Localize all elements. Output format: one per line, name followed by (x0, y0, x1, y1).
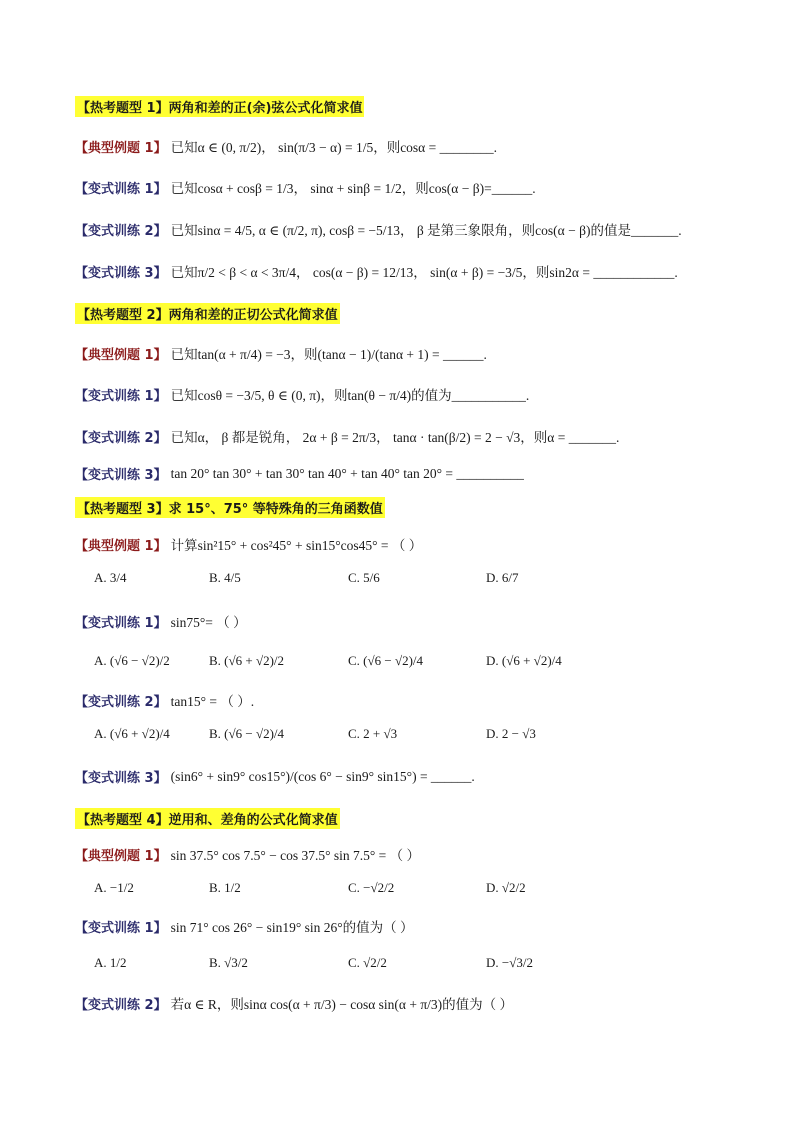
option-a: A. 3/4 (94, 570, 127, 585)
section-1-item-3: 【变式训练 2】 已知sinα = 4/5, α ∈ (π/2, π), cosβ = −5/13， β 是第三象限角，则cos(α − β)的值是_______. (75, 223, 682, 239)
option-d: D. −√3/2 (486, 955, 533, 970)
option-a: A. (√6 − √2)/2 (94, 653, 170, 668)
option-b: B. (√6 + √2)/2 (209, 653, 285, 668)
option-d: D. (√6 + √2)/4 (486, 653, 562, 668)
section-4-item-1: 【典型例题 1】 sin 37.5° cos 7.5° − cos 37.5° sin 7.5° = （ ） (75, 848, 421, 864)
option-c: C. (√6 − √2)/4 (348, 653, 424, 668)
section-4-item-2: 【变式训练 1】 sin 71° cos 26° − sin19° sin 26°的值为（ ） (75, 920, 414, 936)
option-a: A. 1/2 (94, 955, 127, 970)
option-c: C. 2 + √3 (348, 726, 398, 741)
section-3-item-1: 【典型例题 1】 计算sin²15° + cos²45° + sin15°cos45° = （ ） (75, 538, 423, 554)
option-b: B. 1/2 (209, 880, 241, 895)
option-a: A. (√6 + √2)/4 (94, 726, 170, 741)
section-1-item-2: 【变式训练 1】 已知cosα + cosβ = 1/3， sinα + sinβ = 1/2，则cos(α − β)=______. (75, 181, 536, 197)
section-2-item-2: 【变式训练 1】 已知cosθ = −3/5, θ ∈ (0, π)，则tan(θ − π/4)的值为___________. (75, 388, 530, 404)
section-2-item-1: 【典型例题 1】 已知tan(α + π/4) = −3，则(tanα − 1)/(tanα + 1) = ______. (75, 347, 487, 363)
section-4-item-3: 【变式训练 2】 若α ∈ R，则sinα cos(α + π/3) − cosα sin(α + π/3)的值为（ ） (75, 997, 514, 1013)
option-d: D. 2 − √3 (486, 726, 536, 741)
section-2-item-3: 【变式训练 2】 已知α， β 都是锐角， 2α + β = 2π/3， tanα · tan(β/2) = 2 − √3，则α = _______. (75, 430, 620, 446)
option-b: B. (√6 − √2)/4 (209, 726, 285, 741)
option-c: C. √2/2 (348, 955, 387, 970)
option-b: B. 4/5 (209, 570, 241, 585)
section-1-item-4: 【变式训练 3】 已知π/2 < β < α < 3π/4， cos(α − β) = 12/13， sin(α + β) = −3/5，则sin2α = ____________. (75, 265, 678, 281)
section-3-item-4: 【变式训练 3】 (sin6° + sin9° cos15°)/(cos 6° − sin9° sin15°) = ______. (75, 768, 475, 786)
section-2-item-4: 【变式训练 3】 tan 20° tan 30° + tan 30° tan 40° + tan 40° tan 20° = __________ (75, 465, 524, 483)
section-4-header: 【热考题型 4】逆用和、差角的公式化简求值 (75, 808, 340, 829)
option-a: A. −1/2 (94, 880, 134, 895)
section-2-header: 【热考题型 2】两角和差的正切公式化简求值 (75, 303, 340, 324)
section-3-item-2: 【变式训练 1】 sin75°= （ ） (75, 615, 247, 631)
section-3-header: 【热考题型 3】求 15°、75° 等特殊角的三角函数值 (75, 497, 385, 518)
section-1-item-1: 【典型例题 1】 已知α ∈ (0, π/2)， sin(π/3 − α) = 1/5，则cosα = ________. (75, 140, 497, 156)
option-d: D. √2/2 (486, 880, 526, 895)
section-1-header: 【热考题型 1】两角和差的正(余)弦公式化简求值 (75, 96, 364, 117)
option-b: B. √3/2 (209, 955, 248, 970)
section-3-item-3: 【变式训练 2】 tan15° = （ ）. (75, 694, 255, 710)
option-d: D. 6/7 (486, 570, 519, 585)
option-c: C. 5/6 (348, 570, 380, 585)
option-c: C. −√2/2 (348, 880, 395, 895)
